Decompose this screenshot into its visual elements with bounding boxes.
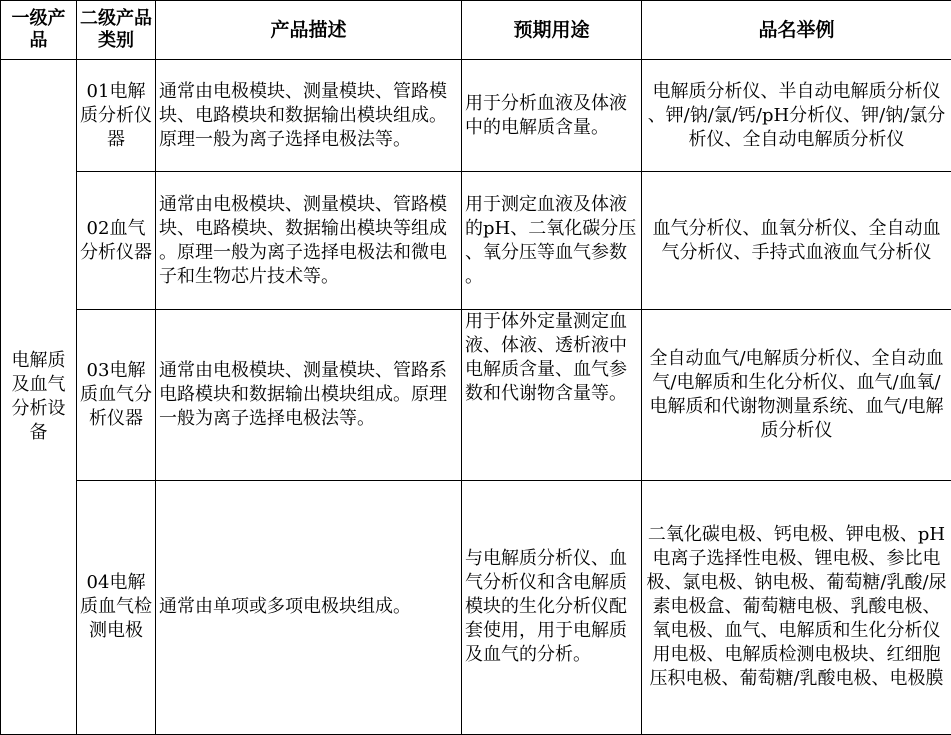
header-intended-use: 预期用途 [462, 1, 642, 60]
category-cell: 03电解质血气分析仪器 [77, 310, 156, 480]
description-cell: 通常由电极模块、测量模块、管路系电路模块和数据输出模块组成。原理一般为离子选择电极法等。 [156, 310, 462, 480]
examples-cell: 二氧化碳电极、钙电极、钾电极、pH电离子选择性电极、锂电极、参比电极、氯电极、钠电极、葡萄糖/乳酸/尿素电极盒、葡萄糖电极、乳酸电极、氧电极、血气、电解质和生化分析仪用电极、电解质检测电极块、红细胞压积电极、葡萄糖/乳酸电极、电极膜 [642, 480, 951, 734]
examples-cell: 血气分析仪、血氧分析仪、全自动血气分析仪、手持式血液血气分析仪 [642, 172, 951, 310]
category-cell: 04电解质血气检测电极 [77, 480, 156, 734]
examples-cell: 全自动血气/电解质分析仪、全自动血气/电解质和生化分析仪、血气/血氧/电解质和代谢物测量系统、血气/电解质分析仪 [642, 310, 951, 480]
usage-cell: 与电解质分析仪、血气分析仪和含电解质模块的生化分析仪配套使用，用于电解质及血气的分析。 [462, 480, 642, 734]
category-cell: 02血气分析仪器 [77, 172, 156, 310]
header-level1-product: 一级产品 [1, 1, 77, 60]
table-row [1, 480, 951, 734]
header-row [1, 1, 951, 60]
usage-cell: 用于体外定量测定血液、体液、透析液中电解质含量、血气参数和代谢物含量等。 [462, 310, 642, 480]
usage-cell: 用于测定血液及体液的pH、二氧化碳分压、氧分压等血气参数。 [462, 172, 642, 310]
description-cell: 通常由单项或多项电极块组成。 [156, 480, 462, 734]
description-cell: 通常由电极模块、测量模块、管路模块、电路模块和数据输出模块组成。原理一般为离子选择电极法等。 [156, 60, 462, 172]
table-row [1, 60, 951, 172]
description-cell: 通常由电极模块、测量模块、管路模块、电路模块、数据输出模块等组成。原理一般为离子选择电极法和微电子和生物芯片技术等。 [156, 172, 462, 310]
usage-cell: 用于分析血液及体液中的电解质含量。 [462, 60, 642, 172]
header-product-name-examples: 品名举例 [642, 1, 951, 60]
header-product-description: 产品描述 [156, 1, 462, 60]
category-cell: 01电解质分析仪器 [77, 60, 156, 172]
examples-cell: 电解质分析仪、半自动电解质分析仪、钾/钠/氯/钙/pH分析仪、钾/钠/氯分析仪、全自动电解质分析仪 [642, 60, 951, 172]
table-row [1, 310, 951, 480]
header-level2-category: 二级产品类别 [77, 1, 156, 60]
level1-product-cell: 电解质及血气分析设备 [1, 60, 77, 735]
table-row [1, 172, 951, 310]
